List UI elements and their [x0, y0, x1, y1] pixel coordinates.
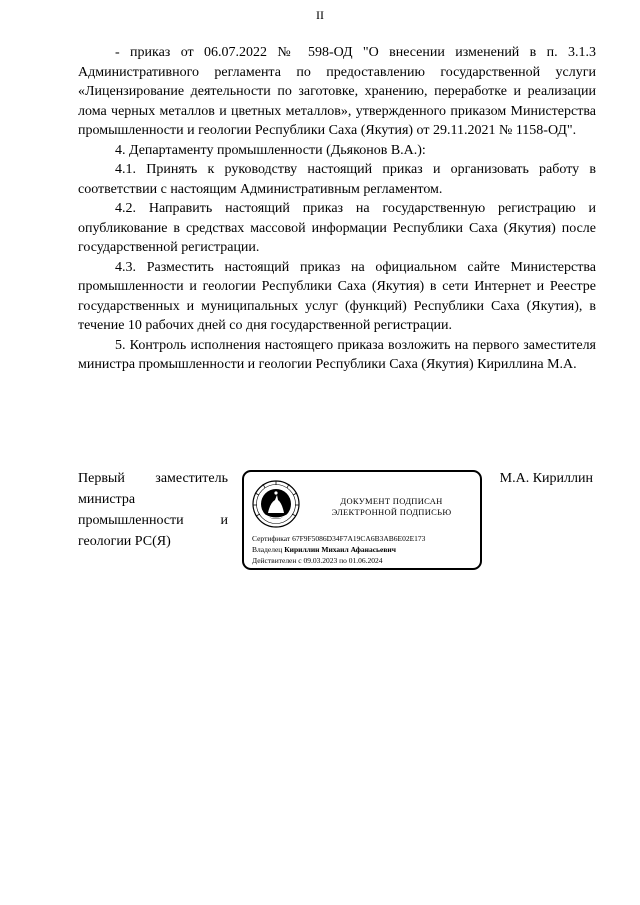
paragraph-item-4: 4. Департаменту промышленности (Дьяконов В.А.): [115, 142, 426, 158]
certificate-number: 67F9F5086D34F7A19CA6B3AB6E02E173 [292, 534, 426, 543]
position-line-1 [78, 468, 228, 489]
certificate-label: Сертификат [252, 534, 291, 543]
paragraph-item-5: 5. Контроль исполнения настоящего приказа возложить на первого заместителя министра промышленности и геологии Республики Саха (Якутия) Кириллина М.А. [78, 337, 596, 372]
stamp-details [252, 533, 425, 566]
position-word: Первый [78, 471, 125, 486]
paragraph-order-598: - приказ от 06.07.2022 № 598-ОД "О внесении изменений в п. 3.1.3 Административного регламента по предоставлению государственной услуги «Лицензирование деятельности по заготовке, хранению, переработке и реализации лома черных металлов и цветных металлов», утвержденного приказом Министерства промышленности и геологии Республики Саха (Якутия) от 29.11.2021 № 1158-ОД". [78, 45, 596, 138]
position-word: заместитель [155, 471, 228, 486]
paragraph-item-4-3: 4.3. Разместить настоящий приказ на официальном сайте Министерства промышленности и геологии Республики Саха (Якутия) в сети Интернет и Реестре государственных и муниципальных услуг (функций) Республики Саха (Якутия), в течение 10 рабочих дней со дня государственной регистрации. [78, 259, 596, 333]
owner-label: Владелец [252, 545, 283, 554]
position-word: и [220, 513, 228, 528]
owner-name: Кириллин Михаил Афанасьевич [284, 545, 396, 554]
signatory-name: М.А. Кириллин [499, 471, 593, 486]
sakha-coat-of-arms-icon [251, 479, 301, 529]
order-text [78, 43, 596, 375]
paragraph-item-4-2: 4.2. Направить настоящий приказ на государственную регистрацию и опубликование в средствах массовой информации Республики Саха (Якутия) после государственной регистрации. [78, 201, 596, 255]
position-line-3 [78, 510, 228, 531]
position-line-4: геологии РС(Я) [78, 534, 171, 549]
page-number: II [316, 8, 324, 22]
stamp-title-line: ДОКУМЕНТ ПОДПИСАН [340, 496, 443, 506]
stamp-certificate-row [252, 533, 425, 544]
stamp-title [304, 496, 479, 518]
electronic-signature-stamp [242, 470, 482, 570]
position-word: промышленности [78, 513, 184, 528]
signature-block [78, 468, 596, 578]
signatory-position [78, 468, 228, 552]
paragraph-item-4-1: 4.1. Принять к руководству настоящий приказ и организовать работу в соответствии с настоящим Административным регламентом. [78, 162, 596, 197]
stamp-validity: Действителен с 09.03.2023 по 01.06.2024 [252, 556, 383, 565]
stamp-title-line: ЭЛЕКТРОННОЙ ПОДПИСЬЮ [331, 507, 452, 517]
stamp-owner-row [252, 544, 425, 555]
position-line-2: министра [78, 492, 136, 507]
